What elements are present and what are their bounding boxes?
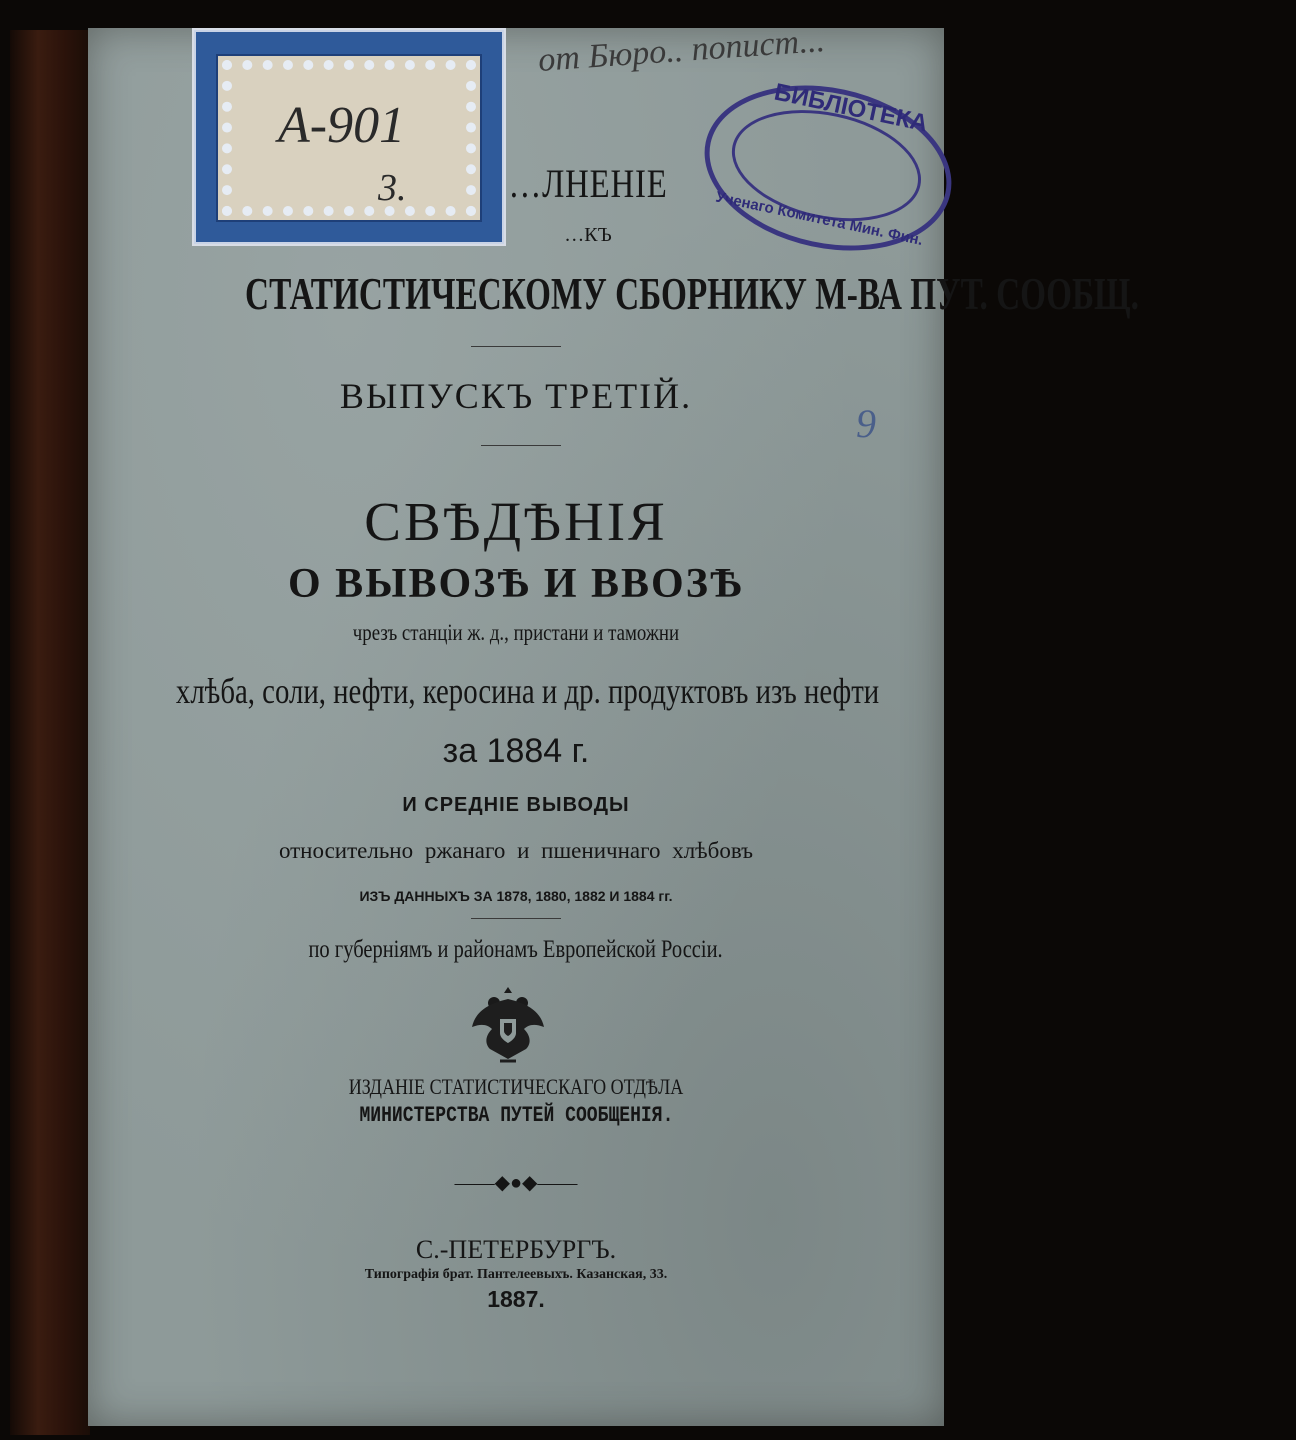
by-region-text: по губерніямъ и районамъ Европейской Россіи.: [308, 936, 724, 963]
stamp-top-text: БИБЛІОТЕКА: [771, 78, 931, 138]
label-shelf-code: А-901: [278, 97, 406, 154]
averages-text: И СРЕДНІЕ ВЫВОДЫ: [402, 794, 630, 816]
divider: [481, 445, 561, 446]
data-years-text: ИЗЪ ДАННЫХЪ ЗА 1878, 1880, 1882 И 1884 гг.: [359, 888, 673, 904]
ornament-divider: ——◆●◆——: [454, 1172, 578, 1194]
publisher-line-1: ИЗДАНІЕ СТАТИСТИЧЕСКАГО ОТДѢЛА: [348, 1074, 684, 1099]
publisher-line-2: МИНИСТЕРСТВА ПУТЕЙ СООБЩЕНІЯ.: [359, 1103, 673, 1128]
book-cover: [88, 22, 1139, 1426]
relative-text: относительно ржанаго и пшеничнаго хлѣбовъ: [278, 838, 754, 863]
imprint-city: С.-ПЕТЕРБУРГЪ.: [415, 1235, 617, 1264]
main-heading: СВѢДѢНІЯ: [364, 491, 668, 552]
library-label: [194, 30, 504, 244]
label-shelf-sub: 3.: [378, 167, 407, 209]
via-text: чрезъ станціи ж. д., пристани и таможни: [352, 620, 680, 645]
divider: [471, 918, 561, 919]
goods-text: хлѣба, соли, нефти, керосина и др. продуктовъ изъ нефти: [175, 671, 880, 711]
year-text: за 1884 г.: [442, 732, 590, 770]
supplement-title-partial: …ЛНЕНІЕ: [508, 161, 668, 206]
handwritten-note: от Бюро.. попист...: [537, 22, 827, 79]
imprint-printer: Типографія брат. Пантелеевыхъ. Казанская, 33.: [364, 1267, 668, 1282]
stamp-bottom-text: Ученаго Комитета Мин. Фин.: [714, 188, 925, 250]
issue-title: ВЫПУСКЪ ТРЕТІЙ.: [339, 376, 693, 416]
collection-title: СТАТИСТИЧЕСКОМУ СБОРНИКУ М-ВА ПУТ. СООБЩ.: [245, 269, 1139, 319]
imprint-year: 1887.: [487, 1286, 545, 1312]
divider: [471, 346, 561, 347]
to-title-partial: …КЪ: [564, 224, 612, 246]
handwritten-number: 9: [856, 401, 876, 446]
double-headed-eagle-icon: [470, 983, 546, 1065]
subheading: О ВЫВОЗѢ И ВВОЗѢ: [288, 561, 744, 607]
book-spine: [10, 30, 90, 1435]
